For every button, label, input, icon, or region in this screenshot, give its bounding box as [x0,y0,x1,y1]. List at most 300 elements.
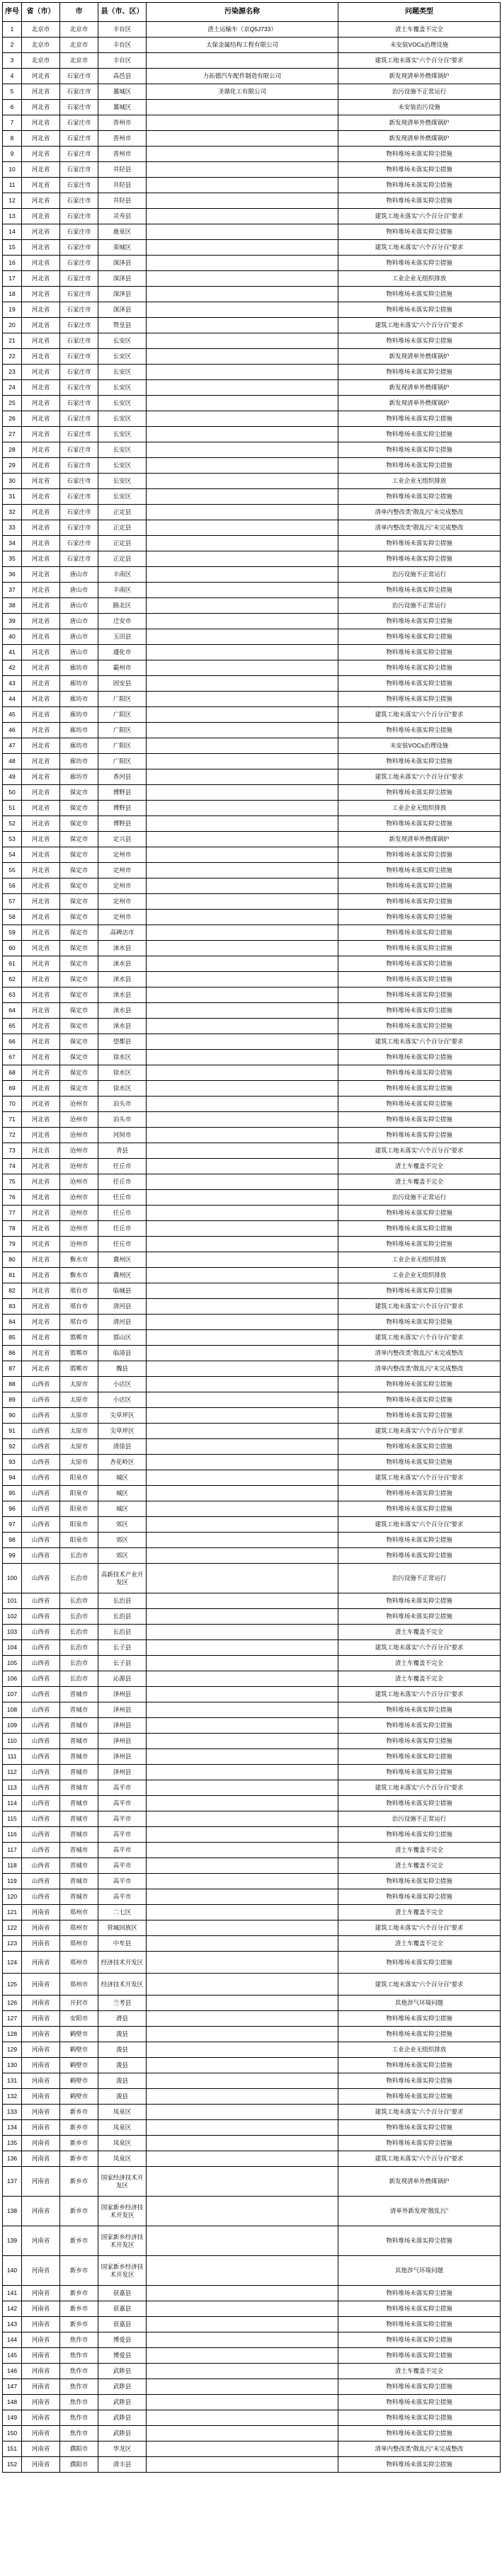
table-header [3,3,501,22]
cell-serial: 73 [3,1143,22,1159]
cell-serial: 53 [3,832,22,847]
cell-city: 邯郸市 [60,1346,98,1361]
cell-serial: 114 [3,1796,22,1811]
cell-province: 山西省 [22,1765,60,1780]
cell-county: 泽州县 [98,1765,147,1780]
cell-problem-type: 物料堆场未落实抑尘措施 [338,287,501,302]
cell-city: 鹤壁市 [60,2042,98,2058]
cell-county: 晋州市 [98,115,147,131]
table-row [3,1905,501,1920]
cell-province: 河北省 [22,1221,60,1237]
cell-county: 井陉县 [98,162,147,178]
cell-source-name [147,1718,338,1734]
cell-county: 小店区 [98,1377,147,1392]
cell-problem-type: 物料堆场未落实抑尘措施 [338,1734,501,1749]
cell-serial: 132 [3,2089,22,2105]
cell-province: 河北省 [22,1361,60,1377]
cell-county: 经济技术开发区 [98,1952,147,1974]
table-row [3,302,501,318]
cell-province: 河北省 [22,1128,60,1143]
cell-county: 涞水县 [98,1019,147,1034]
cell-county: 国家新乡经济技术开发区 [98,2226,147,2256]
cell-county: 灵寿县 [98,209,147,224]
cell-problem-type: 渣土车覆盖不完全 [338,1174,501,1190]
cell-county: 国家新乡经济技术开发区 [98,2197,147,2226]
cell-city: 濮阳市 [60,2457,98,2473]
cell-city: 晋城市 [60,1718,98,1734]
cell-province: 河南省 [22,1952,60,1974]
cell-source-name [147,1564,338,1593]
cell-province: 山西省 [22,1392,60,1408]
cell-problem-type: 建筑工地未落实“六个百分百”要求 [338,1920,501,1936]
cell-city: 保定市 [60,1050,98,1065]
cell-serial: 57 [3,894,22,910]
cell-province: 河北省 [22,769,60,785]
table-row [3,1501,501,1517]
cell-serial: 87 [3,1361,22,1377]
cell-serial: 131 [3,2073,22,2089]
cell-serial: 140 [3,2256,22,2286]
cell-source-name [147,956,338,972]
cell-county: 浚县 [98,2058,147,2073]
cell-source-name [147,287,338,302]
cell-serial: 32 [3,505,22,520]
table-row [3,583,501,598]
cell-serial: 21 [3,333,22,349]
table-row [3,769,501,785]
cell-province: 河北省 [22,271,60,287]
cell-province: 河南省 [22,1920,60,1936]
cell-source-name [147,1174,338,1190]
cell-source-name [147,1827,338,1843]
cell-province: 河南省 [22,2151,60,2167]
cell-city: 保定市 [60,1034,98,1050]
table-row [3,38,501,53]
cell-city: 北京市 [60,38,98,53]
cell-problem-type: 物料堆场未落实抑尘措施 [338,1718,501,1734]
cell-source-name [147,2348,338,2364]
cell-source-name [147,801,338,816]
cell-province: 山西省 [22,1656,60,1671]
cell-serial: 117 [3,1843,22,1858]
cell-province: 山西省 [22,1501,60,1517]
cell-province: 河北省 [22,1159,60,1174]
cell-province: 山西省 [22,1486,60,1501]
cell-problem-type: 工业企业无组织排放 [338,1268,501,1283]
cell-city: 阳泉市 [60,1470,98,1486]
cell-serial: 147 [3,2379,22,2395]
cell-serial: 37 [3,583,22,598]
cell-city: 郑州市 [60,1920,98,1936]
cell-problem-type: 物料堆场未落实抑尘措施 [338,925,501,941]
table-row [3,1392,501,1408]
cell-source-name [147,878,338,894]
cell-source-name [147,365,338,380]
cell-problem-type: 建筑工地未落实“六个百分百”要求 [338,53,501,69]
cell-serial: 143 [3,2317,22,2332]
cell-problem-type: 物料堆场未落实抑尘措施 [338,147,501,162]
table-row [3,1097,501,1112]
cell-province: 河北省 [22,956,60,972]
cell-serial: 45 [3,707,22,723]
cell-serial: 97 [3,1517,22,1533]
cell-problem-type: 物料堆场未落实抑尘措施 [338,178,501,193]
table-row [3,925,501,941]
table-row [3,427,501,442]
cell-serial: 40 [3,629,22,645]
cell-city: 石家庄市 [60,209,98,224]
cell-county: 定兴县 [98,832,147,847]
cell-city: 石家庄市 [60,458,98,474]
table-row [3,1237,501,1252]
cell-source-name [147,396,338,411]
cell-province: 河北省 [22,69,60,84]
cell-source-name [147,1081,338,1097]
cell-source-name [147,162,338,178]
cell-source-name [147,2089,338,2105]
cell-city: 新乡市 [60,2317,98,2332]
table-row [3,956,501,972]
table-row [3,1687,501,1702]
cell-serial: 96 [3,1501,22,1517]
cell-city: 石家庄市 [60,256,98,271]
cell-city: 濮阳市 [60,2442,98,2457]
cell-source-name [147,1346,338,1361]
cell-city: 新乡市 [60,2286,98,2301]
cell-serial: 118 [3,1858,22,1874]
cell-serial: 134 [3,2120,22,2136]
cell-county: 获嘉县 [98,2301,147,2317]
cell-problem-type: 物料堆场未落实抑尘措施 [338,2348,501,2364]
cell-source-name [147,1315,338,1330]
table-row [3,2379,501,2395]
cell-county: 赞皇县 [98,318,147,333]
table-row [3,2197,501,2226]
cell-city: 太原市 [60,1392,98,1408]
cell-city: 新乡市 [60,2105,98,2120]
cell-city: 郑州市 [60,1974,98,1996]
table-row [3,692,501,707]
cell-problem-type: 其他涉气环境问题 [338,2256,501,2286]
table-row [3,2457,501,2473]
cell-province: 山西省 [22,1517,60,1533]
cell-source-name [147,2197,338,2226]
table-row [3,894,501,910]
cell-source-name [147,1439,338,1455]
cell-serial: 31 [3,489,22,505]
cell-county: 路北区 [98,598,147,614]
cell-source-name [147,910,338,925]
table-row [3,551,501,567]
table-row [3,972,501,988]
table-row [3,1593,501,1609]
cell-problem-type: 物料堆场未落实抑尘措施 [338,1019,501,1034]
cell-province: 河北省 [22,1346,60,1361]
cell-problem-type: 渣土车覆盖不完全 [338,1843,501,1858]
cell-county: 泽州县 [98,1734,147,1749]
cell-serial: 123 [3,1936,22,1952]
cell-source-name [147,1330,338,1346]
cell-city: 石家庄市 [60,115,98,131]
cell-city: 新乡市 [60,2167,98,2197]
table-row [3,801,501,816]
cell-serial: 138 [3,2197,22,2226]
cell-serial: 111 [3,1749,22,1765]
cell-county: 丰台区 [98,22,147,38]
cell-source-name [147,816,338,832]
cell-county: 涞水县 [98,972,147,988]
cell-serial: 77 [3,1206,22,1221]
table-row [3,536,501,551]
cell-county: 滑县 [98,2011,147,2027]
cell-serial: 100 [3,1564,22,1593]
cell-serial: 82 [3,1283,22,1299]
cell-problem-type: 物料堆场未落实抑尘措施 [338,2395,501,2410]
cell-serial: 136 [3,2151,22,2167]
table-row [3,2301,501,2317]
cell-province: 河南省 [22,2105,60,2120]
cell-county: 井陉县 [98,193,147,209]
cell-source-name [147,2226,338,2256]
cell-province: 河北省 [22,100,60,115]
cell-city: 石家庄市 [60,69,98,84]
cell-serial: 80 [3,1252,22,1268]
cell-source-name [147,380,338,396]
cell-city: 保定市 [60,925,98,941]
cell-city: 沧州市 [60,1190,98,1206]
cell-problem-type: 治污设施不正常运行 [338,1564,501,1593]
cell-problem-type: 清单内整改类“散乱污”未完成整改 [338,1346,501,1361]
table-row [3,598,501,614]
cell-province: 河北省 [22,1081,60,1097]
table-row [3,1656,501,1671]
cell-city: 石家庄市 [60,147,98,162]
cell-city: 石家庄市 [60,318,98,333]
table-row [3,193,501,209]
table-row [3,489,501,505]
cell-serial: 5 [3,84,22,100]
cell-problem-type: 物料堆场未落实抑尘措施 [338,1827,501,1843]
table-row [3,738,501,754]
cell-city: 石家庄市 [60,84,98,100]
cell-serial: 20 [3,318,22,333]
cell-city: 晋城市 [60,1734,98,1749]
cell-province: 河南省 [22,2042,60,2058]
cell-source-name [147,2395,338,2410]
table-row [3,1920,501,1936]
cell-county: 深泽县 [98,271,147,287]
cell-city: 晋城市 [60,1811,98,1827]
cell-problem-type: 物料堆场未落实抑尘措施 [338,2136,501,2151]
cell-serial: 105 [3,1656,22,1671]
cell-source-name [147,178,338,193]
cell-serial: 7 [3,115,22,131]
cell-problem-type: 工业企业无组织排放 [338,271,501,287]
cell-source-name [147,271,338,287]
cell-province: 河北省 [22,209,60,224]
cell-province: 河北省 [22,520,60,536]
cell-county: 郊区 [98,1533,147,1548]
cell-problem-type: 物料堆场未落实抑尘措施 [338,1952,501,1974]
table-row [3,1718,501,1734]
cell-source-name [147,1003,338,1019]
cell-province: 河北省 [22,692,60,707]
cell-serial: 34 [3,536,22,551]
table-row [3,1283,501,1299]
cell-problem-type: 物料堆场未落实抑尘措施 [338,442,501,458]
cell-county: 管城回族区 [98,1920,147,1936]
cell-source-name: 力拓德汽车配件制造有限公司 [147,69,338,84]
cell-province: 河北省 [22,738,60,754]
cell-province: 河南省 [22,2426,60,2442]
cell-county: 高平市 [98,1811,147,1827]
cell-source-name [147,1687,338,1702]
cell-source-name [147,1408,338,1424]
cell-problem-type: 建筑工地未落实“六个百分百”要求 [338,769,501,785]
cell-source-name [147,614,338,629]
cell-county: 尖草坪区 [98,1424,147,1439]
cell-province: 河南省 [22,2286,60,2301]
cell-problem-type: 新发现清单外燃煤锅炉 [338,349,501,365]
cell-city: 新乡市 [60,2256,98,2286]
cell-city: 晋城市 [60,1843,98,1858]
cell-county: 正定县 [98,520,147,536]
cell-county: 小店区 [98,1392,147,1408]
cell-city: 长治市 [60,1625,98,1640]
cell-province: 山西省 [22,1564,60,1593]
cell-city: 长治市 [60,1656,98,1671]
cell-province: 河南省 [22,2136,60,2151]
cell-province: 河北省 [22,925,60,941]
table-row [3,396,501,411]
cell-city: 唐山市 [60,567,98,583]
cell-problem-type: 物料堆场未落实抑尘措施 [338,2226,501,2256]
cell-county: 徐水区 [98,1050,147,1065]
cell-county: 高平市 [98,1843,147,1858]
cell-source-name [147,442,338,458]
table-row [3,2151,501,2167]
table-row [3,147,501,162]
cell-source-name [147,2364,338,2379]
cell-serial: 101 [3,1593,22,1609]
table-row [3,2442,501,2457]
cell-county: 青县 [98,1143,147,1159]
cell-county: 深泽县 [98,256,147,271]
cell-county: 临城县 [98,1283,147,1299]
cell-province: 山西省 [22,1843,60,1858]
cell-problem-type: 建筑工地未落实“六个百分百”要求 [338,1330,501,1346]
cell-county: 邯山区 [98,1330,147,1346]
cell-city: 邢台市 [60,1299,98,1315]
cell-problem-type: 物料堆场未落实抑尘措施 [338,1283,501,1299]
cell-serial: 83 [3,1299,22,1315]
table-row [3,1003,501,1019]
cell-province: 山西省 [22,1718,60,1734]
cell-source-name [147,1019,338,1034]
cell-source-name [147,474,338,489]
cell-county: 栾城区 [98,240,147,256]
cell-province: 山西省 [22,1811,60,1827]
cell-city: 邢台市 [60,1315,98,1330]
cell-serial: 149 [3,2410,22,2426]
cell-county: 城区 [98,1486,147,1501]
table-row [3,1533,501,1548]
cell-source-name [147,988,338,1003]
cell-problem-type: 渣土车覆盖不完全 [338,1656,501,1671]
cell-problem-type: 物料堆场未落实抑尘措施 [338,427,501,442]
cell-source-name [147,941,338,956]
cell-source-name: 渣土运输车（京Q5J733） [147,22,338,38]
cell-city: 石家庄市 [60,240,98,256]
cell-province: 河南省 [22,2226,60,2256]
cell-problem-type: 物料堆场未落实抑尘措施 [338,193,501,209]
cell-serial: 41 [3,645,22,660]
table-row [3,2317,501,2332]
cell-source-name [147,1811,338,1827]
cell-county: 博野县 [98,801,147,816]
cell-serial: 46 [3,723,22,738]
cell-county: 高平市 [98,1780,147,1796]
cell-city: 太原市 [60,1377,98,1392]
cell-serial: 49 [3,769,22,785]
table-row [3,707,501,723]
cell-source-name [147,1874,338,1889]
cell-serial: 102 [3,1609,22,1625]
cell-county: 正定县 [98,551,147,567]
cell-serial: 23 [3,365,22,380]
cell-serial: 151 [3,2442,22,2457]
cell-city: 保定市 [60,847,98,863]
cell-province: 河北省 [22,536,60,551]
cell-problem-type: 物料堆场未落实抑尘措施 [338,489,501,505]
cell-city: 保定市 [60,785,98,801]
cell-problem-type: 物料堆场未落实抑尘措施 [338,972,501,988]
cell-serial: 13 [3,209,22,224]
cell-province: 山西省 [22,1424,60,1439]
table-row [3,1671,501,1687]
cell-county: 高新技术产业开发区 [98,1564,147,1593]
table-row [3,832,501,847]
cell-city: 唐山市 [60,598,98,614]
table-row [3,1640,501,1656]
cell-county: 清河县 [98,1299,147,1315]
cell-city: 沧州市 [60,1206,98,1221]
cell-problem-type: 物料堆场未落实抑尘措施 [338,1874,501,1889]
cell-county: 长安区 [98,349,147,365]
cell-city: 石家庄市 [60,536,98,551]
cell-problem-type: 物料堆场未落实抑尘措施 [338,1749,501,1765]
cell-source-name [147,2379,338,2395]
cell-city: 新乡市 [60,2151,98,2167]
cell-province: 河北省 [22,411,60,427]
cell-source-name [147,2410,338,2426]
cell-source-name [147,224,338,240]
cell-province: 山西省 [22,1455,60,1470]
table-row [3,1330,501,1346]
table-row [3,2027,501,2042]
cell-county: 长安区 [98,396,147,411]
cell-province: 河北省 [22,193,60,209]
cell-problem-type: 物料堆场未落实抑尘措施 [338,1081,501,1097]
cell-province: 河北省 [22,147,60,162]
cell-city: 唐山市 [60,645,98,660]
cell-serial: 128 [3,2027,22,2042]
cell-city: 焦作市 [60,2410,98,2426]
cell-problem-type: 新发现清单外燃煤锅炉 [338,2167,501,2197]
cell-problem-type: 物料堆场未落实抑尘措施 [338,676,501,692]
cell-county: 长治县 [98,1609,147,1625]
table-row [3,910,501,925]
